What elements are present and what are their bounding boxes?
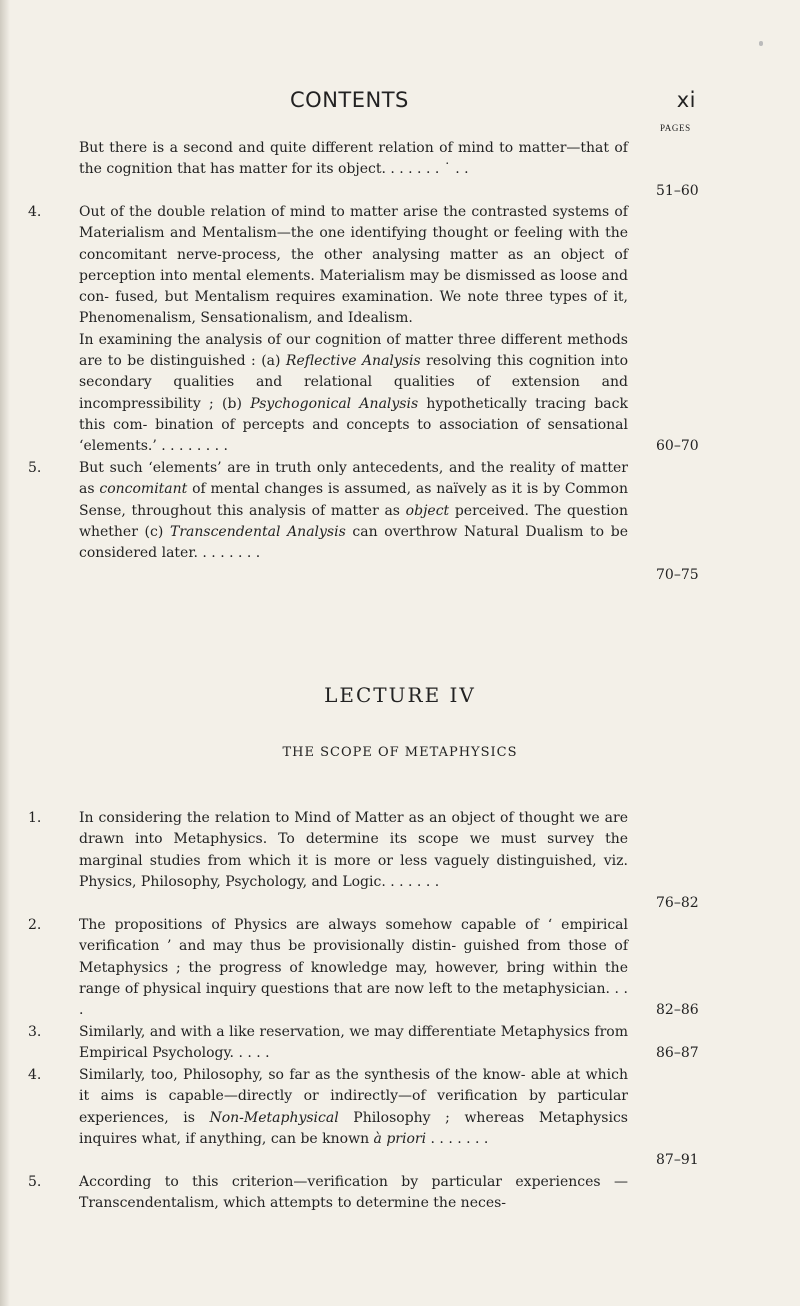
pages-column-label: PAGES: [660, 123, 691, 133]
entry-italic: Psychogonical Analysis: [250, 395, 419, 412]
page-speck: [759, 41, 763, 46]
page-range: 70–75: [656, 566, 699, 583]
entry-text-part: hypothetically tracing back this com- bination of percepts and concepts to association of sensational ‘elements.’: [79, 395, 628, 455]
entry-number: 5.: [28, 460, 42, 476]
page-range: 87–91: [656, 1152, 699, 1169]
entry-text: [79, 1065, 628, 1150]
entry-italic: concomitant: [99, 481, 188, 498]
toc-entry-1: [28, 808, 728, 912]
page-edge-shadow: [0, 0, 10, 1306]
entry-text: [79, 915, 628, 1021]
leader-dots: . . . . . . . .: [156, 438, 228, 455]
entry-italic: object: [405, 502, 450, 519]
entry-text: [79, 138, 628, 181]
page-range: 76–82: [656, 895, 699, 912]
entry-number: 4.: [28, 1067, 42, 1083]
page-range: 60–70: [656, 438, 699, 455]
entry-text: [79, 202, 628, 458]
entry-italic: Non-Metaphysical: [209, 1109, 339, 1126]
toc-entry-5: [28, 458, 728, 583]
entry-number: 1.: [28, 810, 42, 826]
page-range: 51–60: [656, 182, 699, 199]
lecture-heading: LECTURE IV: [324, 683, 476, 707]
leader-dots: . . . . . . ˙ . .: [385, 161, 469, 178]
entry-text: [79, 808, 628, 893]
entry-text-part: of mental changes is assumed, as naïvely as it is by Common Sense, throughout this analysis of matter as: [79, 481, 628, 519]
entry-text-part: Similarly, too, Philosophy, so far as the synthesis of the know- able at which it aims is capable—directly or indirectly—of verification by particular experiences, is: [79, 1067, 628, 1126]
lecture-subtitle: THE SCOPE OF METAPHYSICS: [282, 745, 518, 760]
entry-text: [79, 1172, 628, 1215]
entry-body: According to this criterion—verification by particular experiences —Transcendentalism, which attempts to determine the neces-: [79, 1174, 628, 1212]
entry-number: 4.: [28, 204, 42, 220]
entry-body: In considering the relation to Mind of Matter as an object of thought we are drawn into Metaphysics. To determine its scope we must survey the marginal studies from which it is more or less vaguely distinguished, viz. Physics, Philosophy, Psychology, and Logic.: [79, 810, 628, 890]
entry-text-part: In examining the analysis of our cognition of matter three different methods are to be distinguished : (a): [79, 331, 628, 370]
toc-entry-4b: [28, 1065, 728, 1169]
entry-italic: à priori: [373, 1130, 427, 1147]
entry-text-part: perceived. The question whether (c): [79, 502, 628, 540]
entry-number: 3.: [28, 1024, 42, 1040]
leader-dots: . . . .: [234, 1045, 270, 1062]
page-range: 82–86: [656, 1002, 699, 1019]
entry-text-part: can overthrow Natural Dualism to be considered later.: [79, 523, 629, 562]
entry-number: 5.: [28, 1174, 42, 1190]
entry-paragraph-a: Out of the double relation of mind to matter arise the contrasted systems of Materialism and Mentalism—the one identifying thought or feeling with the concomitant nerve-process, the other analysing matter as an object of perception into mental elements. Materialism may be dismissed as loose and con- fused, but Mentalism requires examination. We note three types of it, Phenomenalism, Sensationalism, and Idealism.: [79, 204, 628, 327]
entry-number: 2.: [28, 917, 42, 933]
entry-text-part: resolving this cognition into secondary qualities and relational qualities of extension and incompressibility ; (b): [79, 353, 629, 412]
running-head-title: CONTENTS: [290, 88, 409, 112]
entry-body: The propositions of Physics are always somehow capable of ‘ empirical verification ’ and may thus be provisionally distin- guished from those of Metaphysics ; the progress of knowledge may, however, bring within the range of physical inquiry questions that are now left to the metaphysician.: [79, 917, 628, 997]
leader-dots: . . . . . . .: [197, 545, 261, 562]
toc-entry-continuation: [28, 138, 728, 199]
entry-body: Similarly, and with a like reservation, we may differentiate Metaphysics from Empirical Psychology.: [79, 1024, 628, 1062]
entry-text: [79, 1022, 628, 1065]
entry-italic: Reflective Analysis: [285, 353, 421, 370]
toc-entry-3: [28, 1022, 728, 1065]
page-range: 86–87: [656, 1045, 699, 1062]
entry-italic: Transcendental Analysis: [169, 523, 346, 540]
leader-dots: . . . . . .: [385, 873, 440, 890]
entry-text-part: Philosophy ; whereas Metaphysics inquires what, if anything, can be known: [79, 1109, 628, 1147]
leader-dots: . . . . . . .: [426, 1130, 489, 1147]
page-number: xi: [676, 88, 696, 112]
toc-entry-5b: [28, 1172, 728, 1215]
toc-entry-2: [28, 915, 728, 1021]
entry-body: But there is a second and quite different relation of mind to matter—that of the cognition that has matter for its object.: [79, 140, 628, 178]
toc-entry-4: [28, 202, 728, 458]
leader-dots: . . .: [79, 980, 628, 1019]
entry-text-part: But such ‘elements’ are in truth only antecedents, and the reality of matter as: [79, 460, 628, 498]
entry-text: [79, 458, 628, 564]
entry-paragraph-b: [79, 330, 628, 458]
